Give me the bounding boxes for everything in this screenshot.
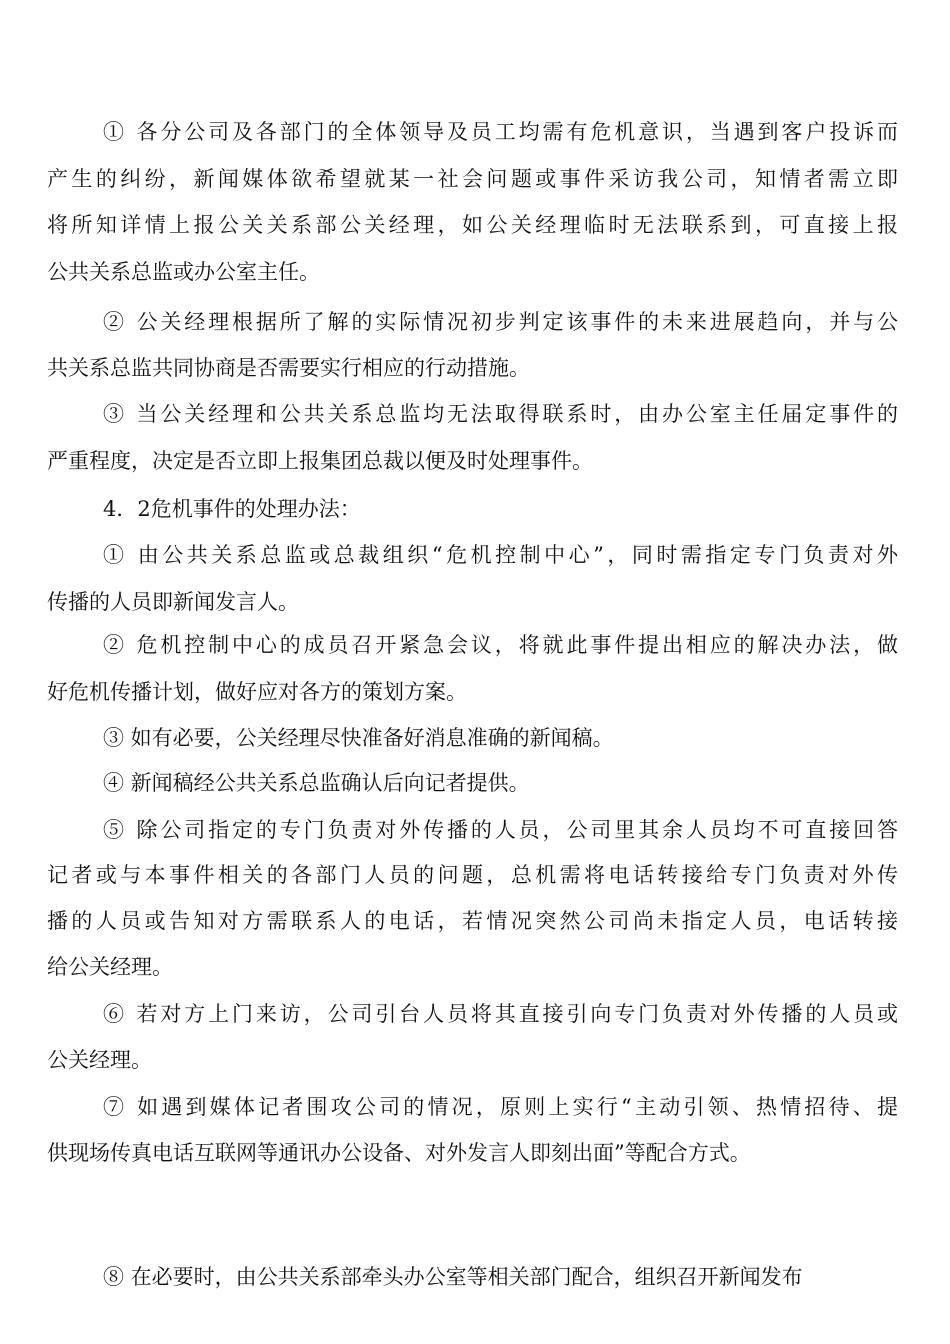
item-5-line-2: 记者或与本事件相关的各部门人员的问题，总机需将电话转接给专门负责对外传 — [47, 863, 898, 887]
paragraph-3-line-1: ③ 当公关经理和公共关系总监均无法取得联系时，由办公室主任届定事件的 — [103, 402, 898, 426]
paragraph-1-line-3: 将所知详情上报公关关系部公关经理，如公关经理临时无法联系到，可直接上报 — [47, 213, 898, 237]
paragraph-2-line-2: 共关系总监共同协商是否需要实行相应的行动措施。 — [47, 356, 530, 380]
item-6-line-1: ⑥ 若对方上门来访，公司引台人员将其直接引向专门负责对外传播的人员或 — [103, 1002, 898, 1026]
paragraph-1-line-1: ① 各分公司及各部门的全体领导及员工均需有危机意识，当遇到客户投诉而 — [103, 120, 898, 144]
paragraph-1-line-2: 产生的纠纷，新闻媒体欲希望就某一社会问题或事件采访我公司，知情者需立即 — [47, 167, 898, 191]
item-7-line-1: ⑦ 如遇到媒体记者围攻公司的情况，原则上实行“主动引领、热情招待、提 — [103, 1095, 898, 1119]
item-5-line-3: 播的人员或告知对方需联系人的电话，若情况突然公司尚未指定人员，电话转接 — [47, 909, 898, 933]
item-3-line-1: ③ 如有必要，公关经理尽快准备好消息准确的新闻稿。 — [103, 726, 614, 750]
item-2-line-1: ② 危机控制中心的成员召开紧急会议，将就此事件提出相应的解决办法，做 — [103, 633, 898, 657]
item-1-line-2: 传播的人员即新闻发言人。 — [47, 590, 299, 614]
paragraph-1-line-4: 公共关系总监或办公室主任。 — [47, 260, 320, 284]
paragraph-3-line-2: 严重程度，决定是否立即上报集团总裁以便及时处理事件。 — [47, 449, 593, 473]
item-1-line-1: ① 由公共关系总监或总裁组织“危机控制中心”，同时需指定专门负责对外 — [103, 543, 898, 567]
item-8-line-1: ⑧ 在必要时，由公共关系部牵头办公室等相关部门配合，组织召开新闻发布 — [103, 1265, 803, 1289]
item-4-line-1: ④ 新闻稿经公共关系总监确认后向记者提供。 — [103, 771, 530, 795]
item-2-line-2: 好危机传播计划，做好应对各方的策划方案。 — [47, 680, 467, 704]
item-7-line-2: 供现场传真电话互联网等通讯办公设备、对外发言人即刻出面”等配合方式。 — [47, 1141, 751, 1165]
item-6-line-2: 公关经理。 — [47, 1048, 152, 1072]
paragraph-2-line-1: ② 公关经理根据所了解的实际情况初步判定该事件的未来进展趋向，并与公 — [103, 310, 898, 334]
section-heading: 4．2危机事件的处理办法： — [103, 497, 361, 521]
item-5-line-4: 给公关经理。 — [47, 955, 173, 979]
item-5-line-1: ⑤ 除公司指定的专门负责对外传播的人员，公司里其余人员均不可直接回答 — [103, 818, 898, 842]
